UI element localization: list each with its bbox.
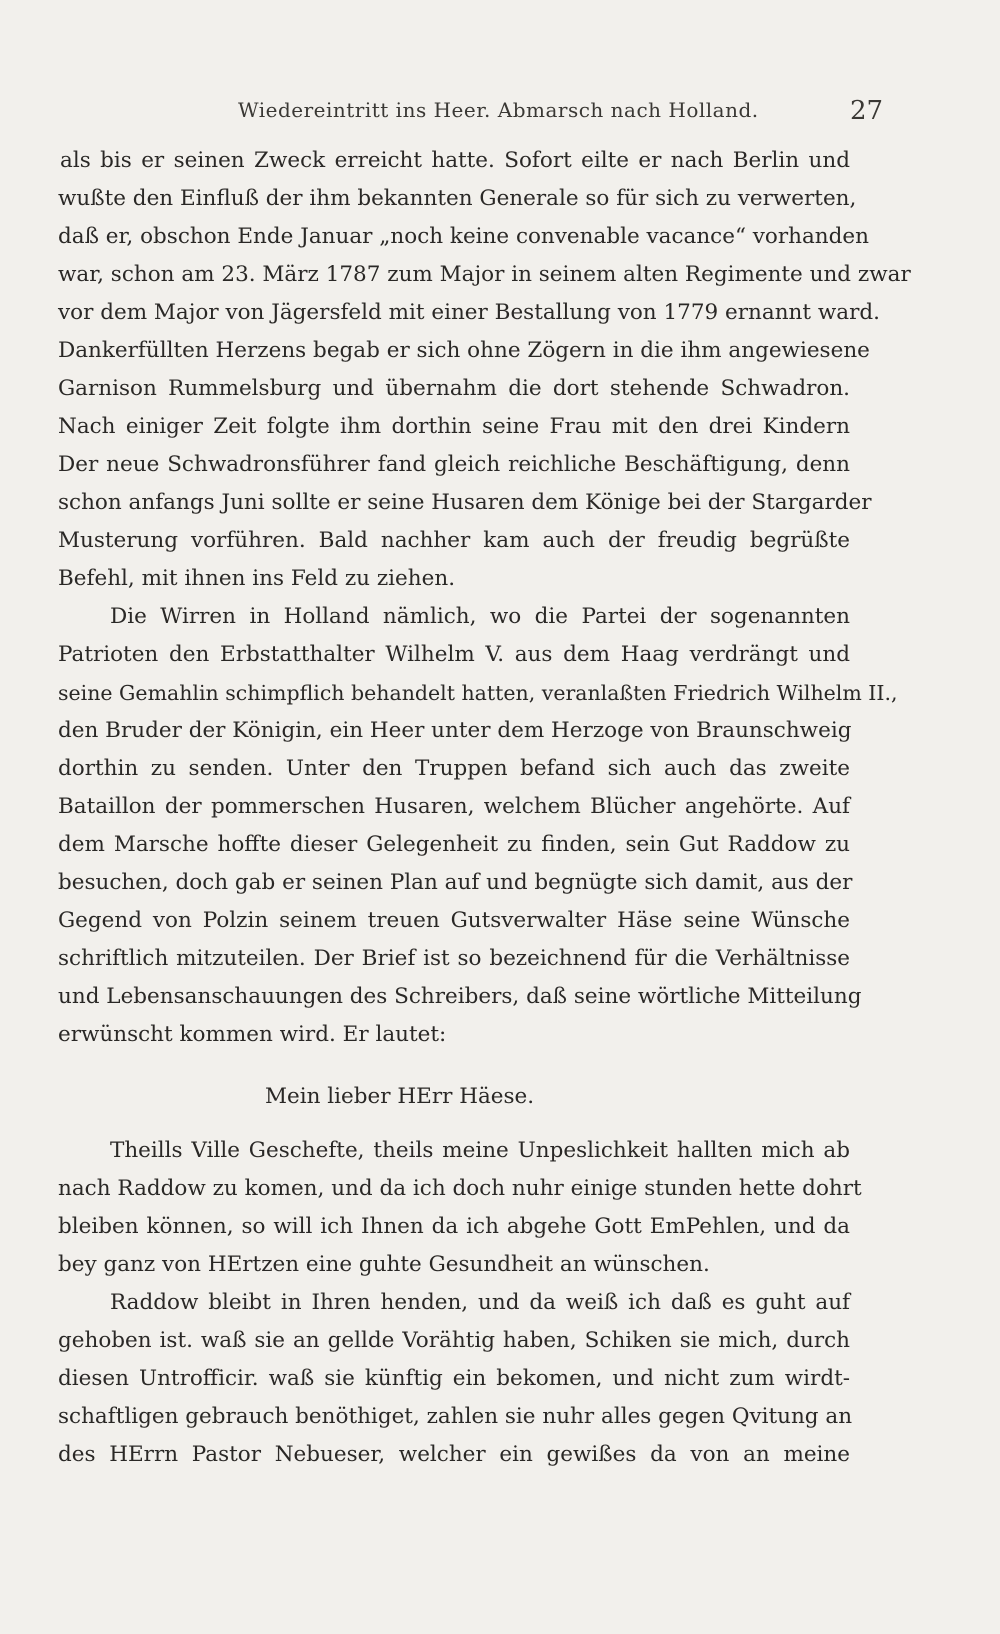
text-line: wußte den Einfluß der ihm bekannten Generale so für sich zu verwerten,	[58, 186, 857, 211]
text-line: gehoben ist. waß sie an gellde Vorähtig haben, Schiken sie mich, durch	[58, 1328, 850, 1353]
running-title: Wiedereintritt ins Heer. Abmarsch nach Holland.	[238, 98, 759, 122]
text-line: daß er, obschon Ende Januar „noch keine convenable vacance“ vorhanden	[58, 224, 869, 249]
text-line: des HErrn Pastor Nebueser, welcher ein gewißes da von an meine	[58, 1442, 850, 1467]
text-line: Patrioten den Erbstatthalter Wilhelm V. aus dem Haag verdrängt und	[58, 642, 850, 667]
text-line: erwünscht kommen wird. Er lautet:	[58, 1022, 447, 1047]
text-line: und Lebensanschauungen des Schreibers, daß seine wörtliche Mitteilung	[58, 984, 862, 1009]
text-line: nach Raddow zu komen, und da ich doch nuhr einige stunden hette dohrt	[58, 1176, 862, 1201]
text-line: schon anfangs Juni sollte er seine Husaren dem Könige bei der Stargarder	[58, 490, 872, 515]
text-line: Garnison Rummelsburg und übernahm die dort stehende Schwadron.	[58, 376, 850, 401]
text-line: Bataillon der pommerschen Husaren, welchem Blücher angehörte. Auf	[58, 794, 850, 819]
text-line: war, schon am 23. März 1787 zum Major in seinem alten Regimente und zwar	[58, 262, 911, 287]
text-line: besuchen, doch gab er seinen Plan auf und begnügte sich damit, aus der	[58, 870, 853, 895]
text-line: vor dem Major von Jägersfeld mit einer Bestallung von 1779 ernannt ward.	[58, 300, 880, 325]
page-number: 27	[850, 96, 884, 126]
text-line: Nach einiger Zeit folgte ihm dorthin seine Frau mit den drei Kindern	[58, 414, 850, 439]
text-line: Gegend von Polzin seinem treuen Gutsverwalter Häse seine Wünsche	[58, 908, 850, 933]
text-line: Dankerfüllten Herzens begab er sich ohne Zögern in die ihm angewiesene	[58, 338, 870, 363]
text-line: Befehl, mit ihnen ins Feld zu ziehen.	[58, 566, 456, 591]
text-line: bey ganz von HErtzen eine guhte Gesundheit an wünschen.	[58, 1252, 710, 1277]
text-line: Der neue Schwadronsführer fand gleich reichliche Beschäftigung, denn	[58, 452, 850, 477]
letter-salutation: Mein lieber HErr Häese.	[265, 1084, 535, 1109]
text-line: schriftlich mitzuteilen. Der Brief ist so bezeichnend für die Verhältnisse	[58, 946, 850, 971]
text-line: den Bruder der Königin, ein Heer unter dem Herzoge von Braunschweig	[58, 718, 852, 743]
text-line: diesen Untrofficir. waß sie künftig ein bekomen, und nicht zum wirdt-	[58, 1366, 850, 1391]
text-line: Raddow bleibt in Ihren henden, und da weiß ich daß es guht auf	[110, 1290, 850, 1315]
text-line: dem Marsche hoffte dieser Gelegenheit zu finden, sein Gut Raddow zu	[58, 832, 850, 857]
text-line: Musterung vorführen. Bald nachher kam auch der freudig begrüßte	[58, 528, 850, 553]
text-line: bleiben können, so will ich Ihnen da ich abgehe Gott EmPehlen, und da	[58, 1214, 850, 1239]
text-line: seine Gemahlin schimpflich behandelt hatten, veranlaßten Friedrich Wilhelm II.,	[58, 681, 898, 705]
text-line: als bis er seinen Zweck erreicht hatte. Sofort eilte er nach Berlin und	[60, 148, 850, 173]
text-line: Theills Ville Geschefte, theils meine Unpeslichkeit hallten mich ab	[110, 1138, 850, 1163]
text-line: Die Wirren in Holland nämlich, wo die Partei der sogenannten	[110, 604, 850, 629]
text-line: dorthin zu senden. Unter den Truppen befand sich auch das zweite	[58, 756, 850, 781]
text-line: schaftligen gebrauch benöthiget, zahlen sie nuhr alles gegen Qvitung an	[58, 1404, 853, 1429]
